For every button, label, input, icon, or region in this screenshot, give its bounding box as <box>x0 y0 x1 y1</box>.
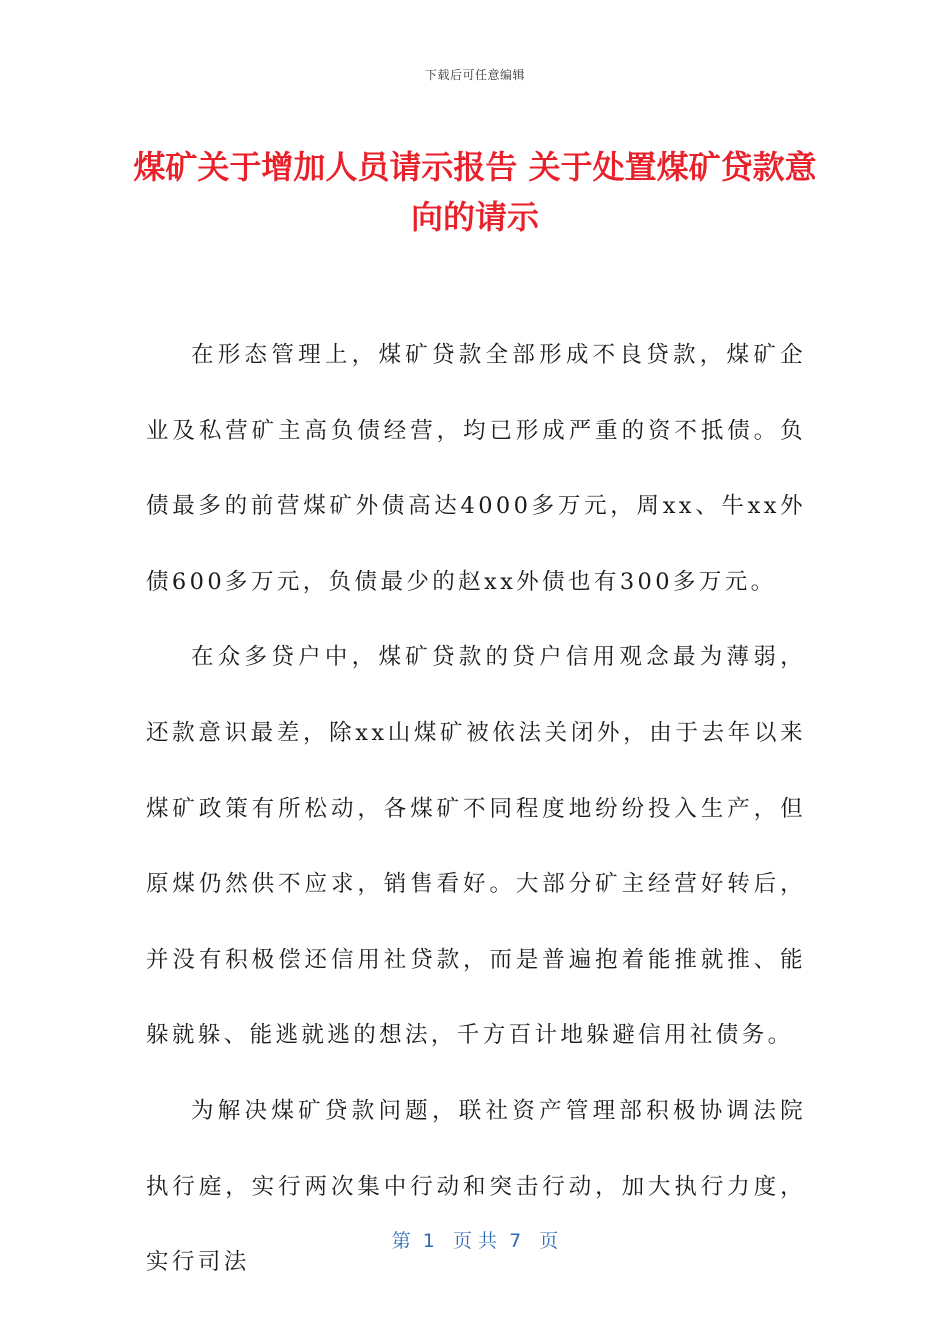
page-number-footer: 第 1 页 共 7 页 <box>391 1230 559 1252</box>
document-title: 煤矿关于增加人员请示报告 关于处置煤矿贷款意向的请示 <box>133 148 817 236</box>
paragraph: 在形态管理上，煤矿贷款全部形成不良贷款，煤矿企业及私营矿主高负债经营，均已形成严重的资不抵债。负债最多的前营煤矿外债高达4000多万元，周xx、牛xx外债600多万元，负债最少的赵xx外债也有300多万元。 <box>146 342 806 595</box>
paragraph: 在众多贷户中，煤矿贷款的贷户信用观念最为薄弱，还款意识最差，除xx山煤矿被依法关闭外，由于去年以来煤矿政策有所松动，各煤矿不同程度地纷纷投入生产，但原煤仍然供不应求，销售看好。大部分矿主经营好转后，并没有积极偿还信用社贷款，而是普遍抱着能推就推、能躲就躲、能逃就逃的想法，千方百计地躲避信用社债务。 <box>146 644 806 1049</box>
document-body <box>146 318 806 1301</box>
header-note: 下载后可任意编辑 <box>424 68 525 82</box>
paragraph: 为解决煤矿贷款问题，联社资产管理部积极协调法院执行庭，实行两次集中行动和突击行动，加大执行力度，实行司法 <box>146 1097 806 1276</box>
